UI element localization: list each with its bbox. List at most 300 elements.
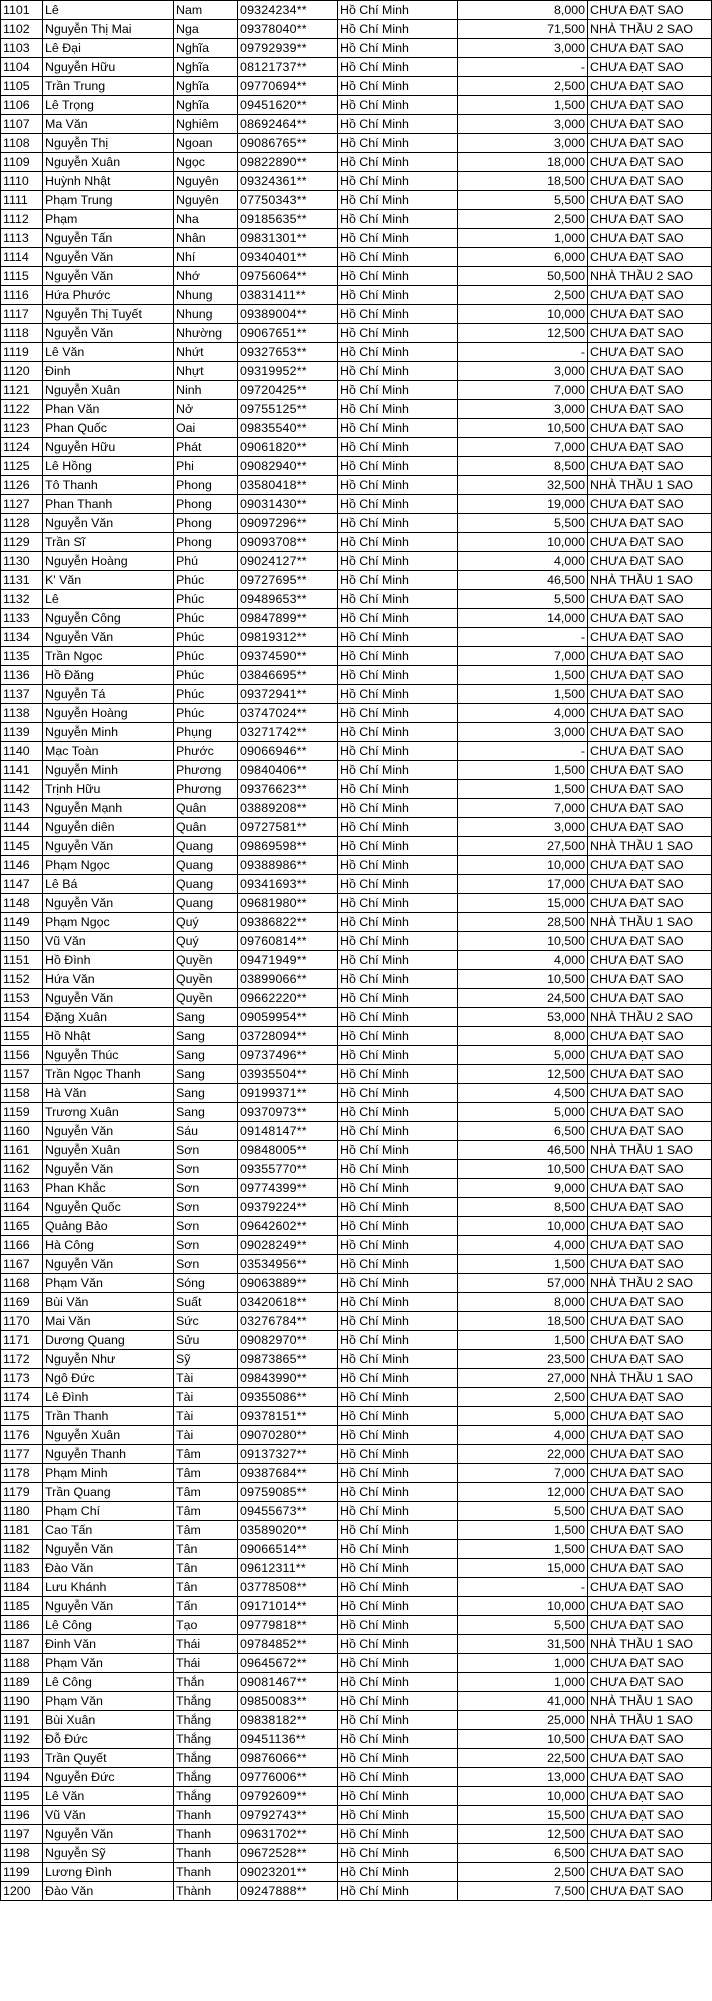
points-cell: - xyxy=(458,58,588,77)
table-row xyxy=(1,1217,712,1236)
points-cell: - xyxy=(458,343,588,362)
family-name-cell: Nguyễn Văn xyxy=(43,514,174,533)
row-number-cell: 1166 xyxy=(1,1236,43,1255)
table-row xyxy=(1,894,712,913)
table-row xyxy=(1,913,712,932)
given-name-cell: Phúc xyxy=(174,609,238,628)
family-name-cell: Phan Quốc xyxy=(43,419,174,438)
given-name-cell: Nghĩa xyxy=(174,39,238,58)
province-cell: Hồ Chí Minh xyxy=(338,989,458,1008)
phone-cell: 09662220** xyxy=(238,989,338,1008)
family-name-cell: Nguyễn Thúc xyxy=(43,1046,174,1065)
points-cell: 8,000 xyxy=(458,1,588,20)
family-name-cell: Nguyễn Văn xyxy=(43,324,174,343)
rank-cell: NHÀ THẦU 1 SAO xyxy=(588,571,712,590)
points-cell: 8,500 xyxy=(458,457,588,476)
province-cell: Hồ Chí Minh xyxy=(338,172,458,191)
points-cell: 7,000 xyxy=(458,1464,588,1483)
phone-cell: 09063889** xyxy=(238,1274,338,1293)
given-name-cell: Tâm xyxy=(174,1483,238,1502)
province-cell: Hồ Chí Minh xyxy=(338,666,458,685)
row-number-cell: 1173 xyxy=(1,1369,43,1388)
rank-cell: CHƯA ĐẠT SAO xyxy=(588,1597,712,1616)
family-name-cell: Nguyễn Văn xyxy=(43,1597,174,1616)
given-name-cell: Suất xyxy=(174,1293,238,1312)
province-cell: Hồ Chí Minh xyxy=(338,77,458,96)
given-name-cell: Thành xyxy=(174,1882,238,1901)
rank-cell: CHƯA ĐẠT SAO xyxy=(588,1654,712,1673)
family-name-cell: Đào Văn xyxy=(43,1882,174,1901)
family-name-cell: Lê Bá xyxy=(43,875,174,894)
province-cell: Hồ Chí Minh xyxy=(338,1692,458,1711)
province-cell: Hồ Chí Minh xyxy=(338,1597,458,1616)
points-cell: 1,500 xyxy=(458,1521,588,1540)
province-cell: Hồ Chí Minh xyxy=(338,1673,458,1692)
province-cell: Hồ Chí Minh xyxy=(338,1274,458,1293)
points-cell: 5,000 xyxy=(458,1407,588,1426)
table-row xyxy=(1,1711,712,1730)
province-cell: Hồ Chí Minh xyxy=(338,1844,458,1863)
province-cell: Hồ Chí Minh xyxy=(338,1008,458,1027)
table-row xyxy=(1,324,712,343)
family-name-cell: Trần Thanh xyxy=(43,1407,174,1426)
table-row xyxy=(1,856,712,875)
table-row xyxy=(1,514,712,533)
given-name-cell: Sơn xyxy=(174,1236,238,1255)
province-cell: Hồ Chí Minh xyxy=(338,799,458,818)
table-row xyxy=(1,970,712,989)
table-row xyxy=(1,1331,712,1350)
province-cell: Hồ Chí Minh xyxy=(338,1293,458,1312)
family-name-cell: Nguyễn Tấn xyxy=(43,229,174,248)
phone-cell: 09681980** xyxy=(238,894,338,913)
rank-cell: NHÀ THẦU 1 SAO xyxy=(588,1635,712,1654)
phone-cell: 09374590** xyxy=(238,647,338,666)
family-name-cell: Hà Văn xyxy=(43,1084,174,1103)
province-cell: Hồ Chí Minh xyxy=(338,1331,458,1350)
row-number-cell: 1145 xyxy=(1,837,43,856)
rank-cell: CHƯA ĐẠT SAO xyxy=(588,1806,712,1825)
row-number-cell: 1144 xyxy=(1,818,43,837)
family-name-cell: Hồ Đình xyxy=(43,951,174,970)
row-number-cell: 1106 xyxy=(1,96,43,115)
family-name-cell: Ngô Đức xyxy=(43,1369,174,1388)
row-number-cell: 1132 xyxy=(1,590,43,609)
points-cell: 4,000 xyxy=(458,1426,588,1445)
table-row xyxy=(1,1749,712,1768)
table-row xyxy=(1,1027,712,1046)
family-name-cell: Trương Xuân xyxy=(43,1103,174,1122)
given-name-cell: Nghĩa xyxy=(174,96,238,115)
family-name-cell: K' Văn xyxy=(43,571,174,590)
rank-cell: CHƯA ĐẠT SAO xyxy=(588,989,712,1008)
row-number-cell: 1109 xyxy=(1,153,43,172)
table-row xyxy=(1,666,712,685)
table-row xyxy=(1,305,712,324)
province-cell: Hồ Chí Minh xyxy=(338,1730,458,1749)
phone-cell: 09727581** xyxy=(238,818,338,837)
family-name-cell: Nguyễn Văn xyxy=(43,628,174,647)
points-cell: 53,000 xyxy=(458,1008,588,1027)
rank-cell: CHƯA ĐẠT SAO xyxy=(588,1464,712,1483)
given-name-cell: Nhí xyxy=(174,248,238,267)
row-number-cell: 1141 xyxy=(1,761,43,780)
table-row xyxy=(1,1388,712,1407)
family-name-cell: Nguyễn Xuân xyxy=(43,1426,174,1445)
phone-cell: 09379224** xyxy=(238,1198,338,1217)
points-cell: 6,000 xyxy=(458,248,588,267)
phone-cell: 09067651** xyxy=(238,324,338,343)
phone-cell: 09840406** xyxy=(238,761,338,780)
province-cell: Hồ Chí Minh xyxy=(338,210,458,229)
points-cell: - xyxy=(458,1578,588,1597)
province-cell: Hồ Chí Minh xyxy=(338,476,458,495)
family-name-cell: Nguyễn Minh xyxy=(43,761,174,780)
row-number-cell: 1133 xyxy=(1,609,43,628)
province-cell: Hồ Chí Minh xyxy=(338,1198,458,1217)
given-name-cell: Nghiêm xyxy=(174,115,238,134)
given-name-cell: Tân xyxy=(174,1540,238,1559)
points-cell: 5,000 xyxy=(458,1103,588,1122)
given-name-cell: Sơn xyxy=(174,1217,238,1236)
points-cell: 2,500 xyxy=(458,77,588,96)
family-name-cell: Nguyễn Công xyxy=(43,609,174,628)
family-name-cell: Huỳnh Nhật xyxy=(43,172,174,191)
province-cell: Hồ Chí Minh xyxy=(338,837,458,856)
given-name-cell: Tâm xyxy=(174,1521,238,1540)
province-cell: Hồ Chí Minh xyxy=(338,1578,458,1597)
province-cell: Hồ Chí Minh xyxy=(338,1,458,20)
points-cell: 12,500 xyxy=(458,324,588,343)
rank-cell: CHƯA ĐẠT SAO xyxy=(588,1787,712,1806)
given-name-cell: Quyền xyxy=(174,970,238,989)
row-number-cell: 1189 xyxy=(1,1673,43,1692)
points-cell: 31,500 xyxy=(458,1635,588,1654)
province-cell: Hồ Chí Minh xyxy=(338,191,458,210)
given-name-cell: Thanh xyxy=(174,1863,238,1882)
table-row xyxy=(1,381,712,400)
province-cell: Hồ Chí Minh xyxy=(338,1426,458,1445)
given-name-cell: Quý xyxy=(174,913,238,932)
points-cell: 6,500 xyxy=(458,1122,588,1141)
row-number-cell: 1167 xyxy=(1,1255,43,1274)
rank-cell: CHƯA ĐẠT SAO xyxy=(588,1749,712,1768)
row-number-cell: 1194 xyxy=(1,1768,43,1787)
family-name-cell: Nguyễn Văn xyxy=(43,1160,174,1179)
rank-cell: CHƯA ĐẠT SAO xyxy=(588,495,712,514)
phone-cell: 09199371** xyxy=(238,1084,338,1103)
province-cell: Hồ Chí Minh xyxy=(338,1160,458,1179)
phone-cell: 09093708** xyxy=(238,533,338,552)
given-name-cell: Quang xyxy=(174,856,238,875)
phone-cell: 09489653** xyxy=(238,590,338,609)
rank-cell: CHƯA ĐẠT SAO xyxy=(588,1844,712,1863)
row-number-cell: 1161 xyxy=(1,1141,43,1160)
province-cell: Hồ Chí Minh xyxy=(338,951,458,970)
given-name-cell: Sơn xyxy=(174,1141,238,1160)
table-row xyxy=(1,1882,712,1901)
family-name-cell: Phan Khắc xyxy=(43,1179,174,1198)
points-cell: 5,000 xyxy=(458,1046,588,1065)
phone-cell: 09792939** xyxy=(238,39,338,58)
phone-cell: 09645672** xyxy=(238,1654,338,1673)
row-number-cell: 1105 xyxy=(1,77,43,96)
family-name-cell: Lê Trọng xyxy=(43,96,174,115)
rank-cell: NHÀ THẦU 1 SAO xyxy=(588,837,712,856)
phone-cell: 09760814** xyxy=(238,932,338,951)
family-name-cell: Hà Công xyxy=(43,1236,174,1255)
rank-cell: CHƯA ĐẠT SAO xyxy=(588,115,712,134)
rank-cell: CHƯA ĐẠT SAO xyxy=(588,590,712,609)
phone-cell: 09370973** xyxy=(238,1103,338,1122)
rank-cell: CHƯA ĐẠT SAO xyxy=(588,951,712,970)
rank-cell: NHÀ THẦU 2 SAO xyxy=(588,1274,712,1293)
table-row xyxy=(1,533,712,552)
points-cell: 57,000 xyxy=(458,1274,588,1293)
phone-cell: 09319952** xyxy=(238,362,338,381)
given-name-cell: Tâm xyxy=(174,1445,238,1464)
province-cell: Hồ Chí Minh xyxy=(338,1084,458,1103)
phone-cell: 09355770** xyxy=(238,1160,338,1179)
province-cell: Hồ Chí Minh xyxy=(338,1122,458,1141)
family-name-cell: Nguyễn Văn xyxy=(43,989,174,1008)
rank-cell: CHƯA ĐẠT SAO xyxy=(588,305,712,324)
points-cell: 41,000 xyxy=(458,1692,588,1711)
row-number-cell: 1108 xyxy=(1,134,43,153)
family-name-cell: Đỗ Đức xyxy=(43,1730,174,1749)
phone-cell: 09672528** xyxy=(238,1844,338,1863)
table-row xyxy=(1,77,712,96)
phone-cell: 09059954** xyxy=(238,1008,338,1027)
table-row xyxy=(1,723,712,742)
given-name-cell: Tài xyxy=(174,1369,238,1388)
province-cell: Hồ Chí Minh xyxy=(338,514,458,533)
given-name-cell: Nha xyxy=(174,210,238,229)
rank-cell: CHƯA ĐẠT SAO xyxy=(588,685,712,704)
rank-cell: CHƯA ĐẠT SAO xyxy=(588,1103,712,1122)
given-name-cell: Sang xyxy=(174,1103,238,1122)
points-cell: 1,500 xyxy=(458,761,588,780)
phone-cell: 09770694** xyxy=(238,77,338,96)
province-cell: Hồ Chí Minh xyxy=(338,1616,458,1635)
province-cell: Hồ Chí Minh xyxy=(338,1502,458,1521)
family-name-cell: Nguyễn Văn xyxy=(43,1540,174,1559)
points-cell: 1,500 xyxy=(458,1331,588,1350)
given-name-cell: Phúc xyxy=(174,666,238,685)
table-row xyxy=(1,1692,712,1711)
rank-cell: CHƯA ĐẠT SAO xyxy=(588,77,712,96)
row-number-cell: 1176 xyxy=(1,1426,43,1445)
points-cell: 7,000 xyxy=(458,381,588,400)
table-row xyxy=(1,191,712,210)
points-cell: 15,000 xyxy=(458,894,588,913)
province-cell: Hồ Chí Minh xyxy=(338,1863,458,1882)
points-cell: 8,000 xyxy=(458,1027,588,1046)
points-cell: 10,000 xyxy=(458,1217,588,1236)
province-cell: Hồ Chí Minh xyxy=(338,153,458,172)
rank-cell: CHƯA ĐẠT SAO xyxy=(588,324,712,343)
given-name-cell: Phúc xyxy=(174,647,238,666)
table-row xyxy=(1,1255,712,1274)
points-cell: 2,500 xyxy=(458,286,588,305)
rank-cell: CHƯA ĐẠT SAO xyxy=(588,1312,712,1331)
points-cell: 1,500 xyxy=(458,666,588,685)
row-number-cell: 1135 xyxy=(1,647,43,666)
row-number-cell: 1170 xyxy=(1,1312,43,1331)
points-cell: 12,000 xyxy=(458,1483,588,1502)
row-number-cell: 1103 xyxy=(1,39,43,58)
family-name-cell: Lương Đình xyxy=(43,1863,174,1882)
family-name-cell: Phạm Văn xyxy=(43,1654,174,1673)
table-row xyxy=(1,134,712,153)
family-name-cell: Phạm Minh xyxy=(43,1464,174,1483)
phone-cell: 03935504** xyxy=(238,1065,338,1084)
phone-cell: 09471949** xyxy=(238,951,338,970)
given-name-cell: Quân xyxy=(174,799,238,818)
row-number-cell: 1177 xyxy=(1,1445,43,1464)
province-cell: Hồ Chí Minh xyxy=(338,818,458,837)
rank-cell: CHƯA ĐẠT SAO xyxy=(588,1521,712,1540)
rank-cell: CHƯA ĐẠT SAO xyxy=(588,362,712,381)
phone-cell: 03846695** xyxy=(238,666,338,685)
phone-cell: 09792743** xyxy=(238,1806,338,1825)
phone-cell: 09066946** xyxy=(238,742,338,761)
rank-cell: CHƯA ĐẠT SAO xyxy=(588,96,712,115)
rank-cell: NHÀ THẦU 1 SAO xyxy=(588,1141,712,1160)
province-cell: Hồ Chí Minh xyxy=(338,1065,458,1084)
row-number-cell: 1153 xyxy=(1,989,43,1008)
table-row xyxy=(1,20,712,39)
table-row xyxy=(1,989,712,1008)
row-number-cell: 1137 xyxy=(1,685,43,704)
family-name-cell: Trần Trung xyxy=(43,77,174,96)
table-row xyxy=(1,96,712,115)
row-number-cell: 1128 xyxy=(1,514,43,533)
phone-cell: 09061820** xyxy=(238,438,338,457)
row-number-cell: 1104 xyxy=(1,58,43,77)
given-name-cell: Nam xyxy=(174,1,238,20)
points-cell: 2,500 xyxy=(458,1863,588,1882)
given-name-cell: Tài xyxy=(174,1388,238,1407)
row-number-cell: 1171 xyxy=(1,1331,43,1350)
table-row xyxy=(1,951,712,970)
rank-cell: CHƯA ĐẠT SAO xyxy=(588,1255,712,1274)
province-cell: Hồ Chí Minh xyxy=(338,742,458,761)
rank-cell: CHƯA ĐẠT SAO xyxy=(588,1673,712,1692)
row-number-cell: 1125 xyxy=(1,457,43,476)
given-name-cell: Quang xyxy=(174,894,238,913)
given-name-cell: Nở xyxy=(174,400,238,419)
rank-cell: CHƯA ĐẠT SAO xyxy=(588,1483,712,1502)
table-row xyxy=(1,1806,712,1825)
given-name-cell: Quân xyxy=(174,818,238,837)
family-name-cell: Nguyễn Xuân xyxy=(43,1141,174,1160)
rank-cell: CHƯA ĐẠT SAO xyxy=(588,932,712,951)
phone-cell: 03778508** xyxy=(238,1578,338,1597)
given-name-cell: Thắng xyxy=(174,1692,238,1711)
given-name-cell: Nghĩa xyxy=(174,58,238,77)
row-number-cell: 1183 xyxy=(1,1559,43,1578)
table-row xyxy=(1,1236,712,1255)
rank-cell: CHƯA ĐẠT SAO xyxy=(588,419,712,438)
province-cell: Hồ Chí Minh xyxy=(338,381,458,400)
given-name-cell: Sơn xyxy=(174,1198,238,1217)
points-cell: 1,000 xyxy=(458,1654,588,1673)
province-cell: Hồ Chí Minh xyxy=(338,1521,458,1540)
phone-cell: 09869598** xyxy=(238,837,338,856)
given-name-cell: Oai xyxy=(174,419,238,438)
rank-cell: NHÀ THẦU 1 SAO xyxy=(588,1711,712,1730)
table-row xyxy=(1,1502,712,1521)
phone-cell: 09756064** xyxy=(238,267,338,286)
phone-cell: 09848005** xyxy=(238,1141,338,1160)
row-number-cell: 1138 xyxy=(1,704,43,723)
table-row xyxy=(1,1198,712,1217)
points-cell: 15,500 xyxy=(458,1806,588,1825)
row-number-cell: 1160 xyxy=(1,1122,43,1141)
points-cell: - xyxy=(458,628,588,647)
row-number-cell: 1130 xyxy=(1,552,43,571)
points-cell: 1,000 xyxy=(458,229,588,248)
table-row xyxy=(1,1160,712,1179)
points-cell: 15,000 xyxy=(458,1559,588,1578)
province-cell: Hồ Chí Minh xyxy=(338,1559,458,1578)
phone-cell: 09387684** xyxy=(238,1464,338,1483)
family-name-cell: Phạm Văn xyxy=(43,1692,174,1711)
table-row xyxy=(1,1122,712,1141)
table-row xyxy=(1,1350,712,1369)
given-name-cell: Thắng xyxy=(174,1730,238,1749)
points-cell: 1,000 xyxy=(458,1673,588,1692)
row-number-cell: 1142 xyxy=(1,780,43,799)
family-name-cell: Nguyễn Minh xyxy=(43,723,174,742)
province-cell: Hồ Chí Minh xyxy=(338,780,458,799)
given-name-cell: Sức xyxy=(174,1312,238,1331)
points-cell: 5,500 xyxy=(458,1616,588,1635)
row-number-cell: 1136 xyxy=(1,666,43,685)
given-name-cell: Thanh xyxy=(174,1806,238,1825)
province-cell: Hồ Chí Minh xyxy=(338,723,458,742)
province-cell: Hồ Chí Minh xyxy=(338,1046,458,1065)
rank-cell: CHƯA ĐẠT SAO xyxy=(588,248,712,267)
given-name-cell: Phương xyxy=(174,761,238,780)
family-name-cell: Hứa Văn xyxy=(43,970,174,989)
points-cell: 10,500 xyxy=(458,1160,588,1179)
given-name-cell: Phúc xyxy=(174,628,238,647)
family-name-cell: Trần Quang xyxy=(43,1483,174,1502)
province-cell: Hồ Chí Minh xyxy=(338,1825,458,1844)
rank-cell: CHƯA ĐẠT SAO xyxy=(588,533,712,552)
row-number-cell: 1112 xyxy=(1,210,43,229)
given-name-cell: Phong xyxy=(174,533,238,552)
province-cell: Hồ Chí Minh xyxy=(338,324,458,343)
given-name-cell: Tâm xyxy=(174,1502,238,1521)
points-cell: 71,500 xyxy=(458,20,588,39)
phone-cell: 09720425** xyxy=(238,381,338,400)
province-cell: Hồ Chí Minh xyxy=(338,1483,458,1502)
phone-cell: 09023201** xyxy=(238,1863,338,1882)
table-row xyxy=(1,1445,712,1464)
rank-cell: CHƯA ĐẠT SAO xyxy=(588,704,712,723)
table-row xyxy=(1,1312,712,1331)
points-cell: 7,500 xyxy=(458,1882,588,1901)
table-row xyxy=(1,1008,712,1027)
row-number-cell: 1129 xyxy=(1,533,43,552)
province-cell: Hồ Chí Minh xyxy=(338,495,458,514)
row-number-cell: 1198 xyxy=(1,1844,43,1863)
row-number-cell: 1185 xyxy=(1,1597,43,1616)
row-number-cell: 1168 xyxy=(1,1274,43,1293)
